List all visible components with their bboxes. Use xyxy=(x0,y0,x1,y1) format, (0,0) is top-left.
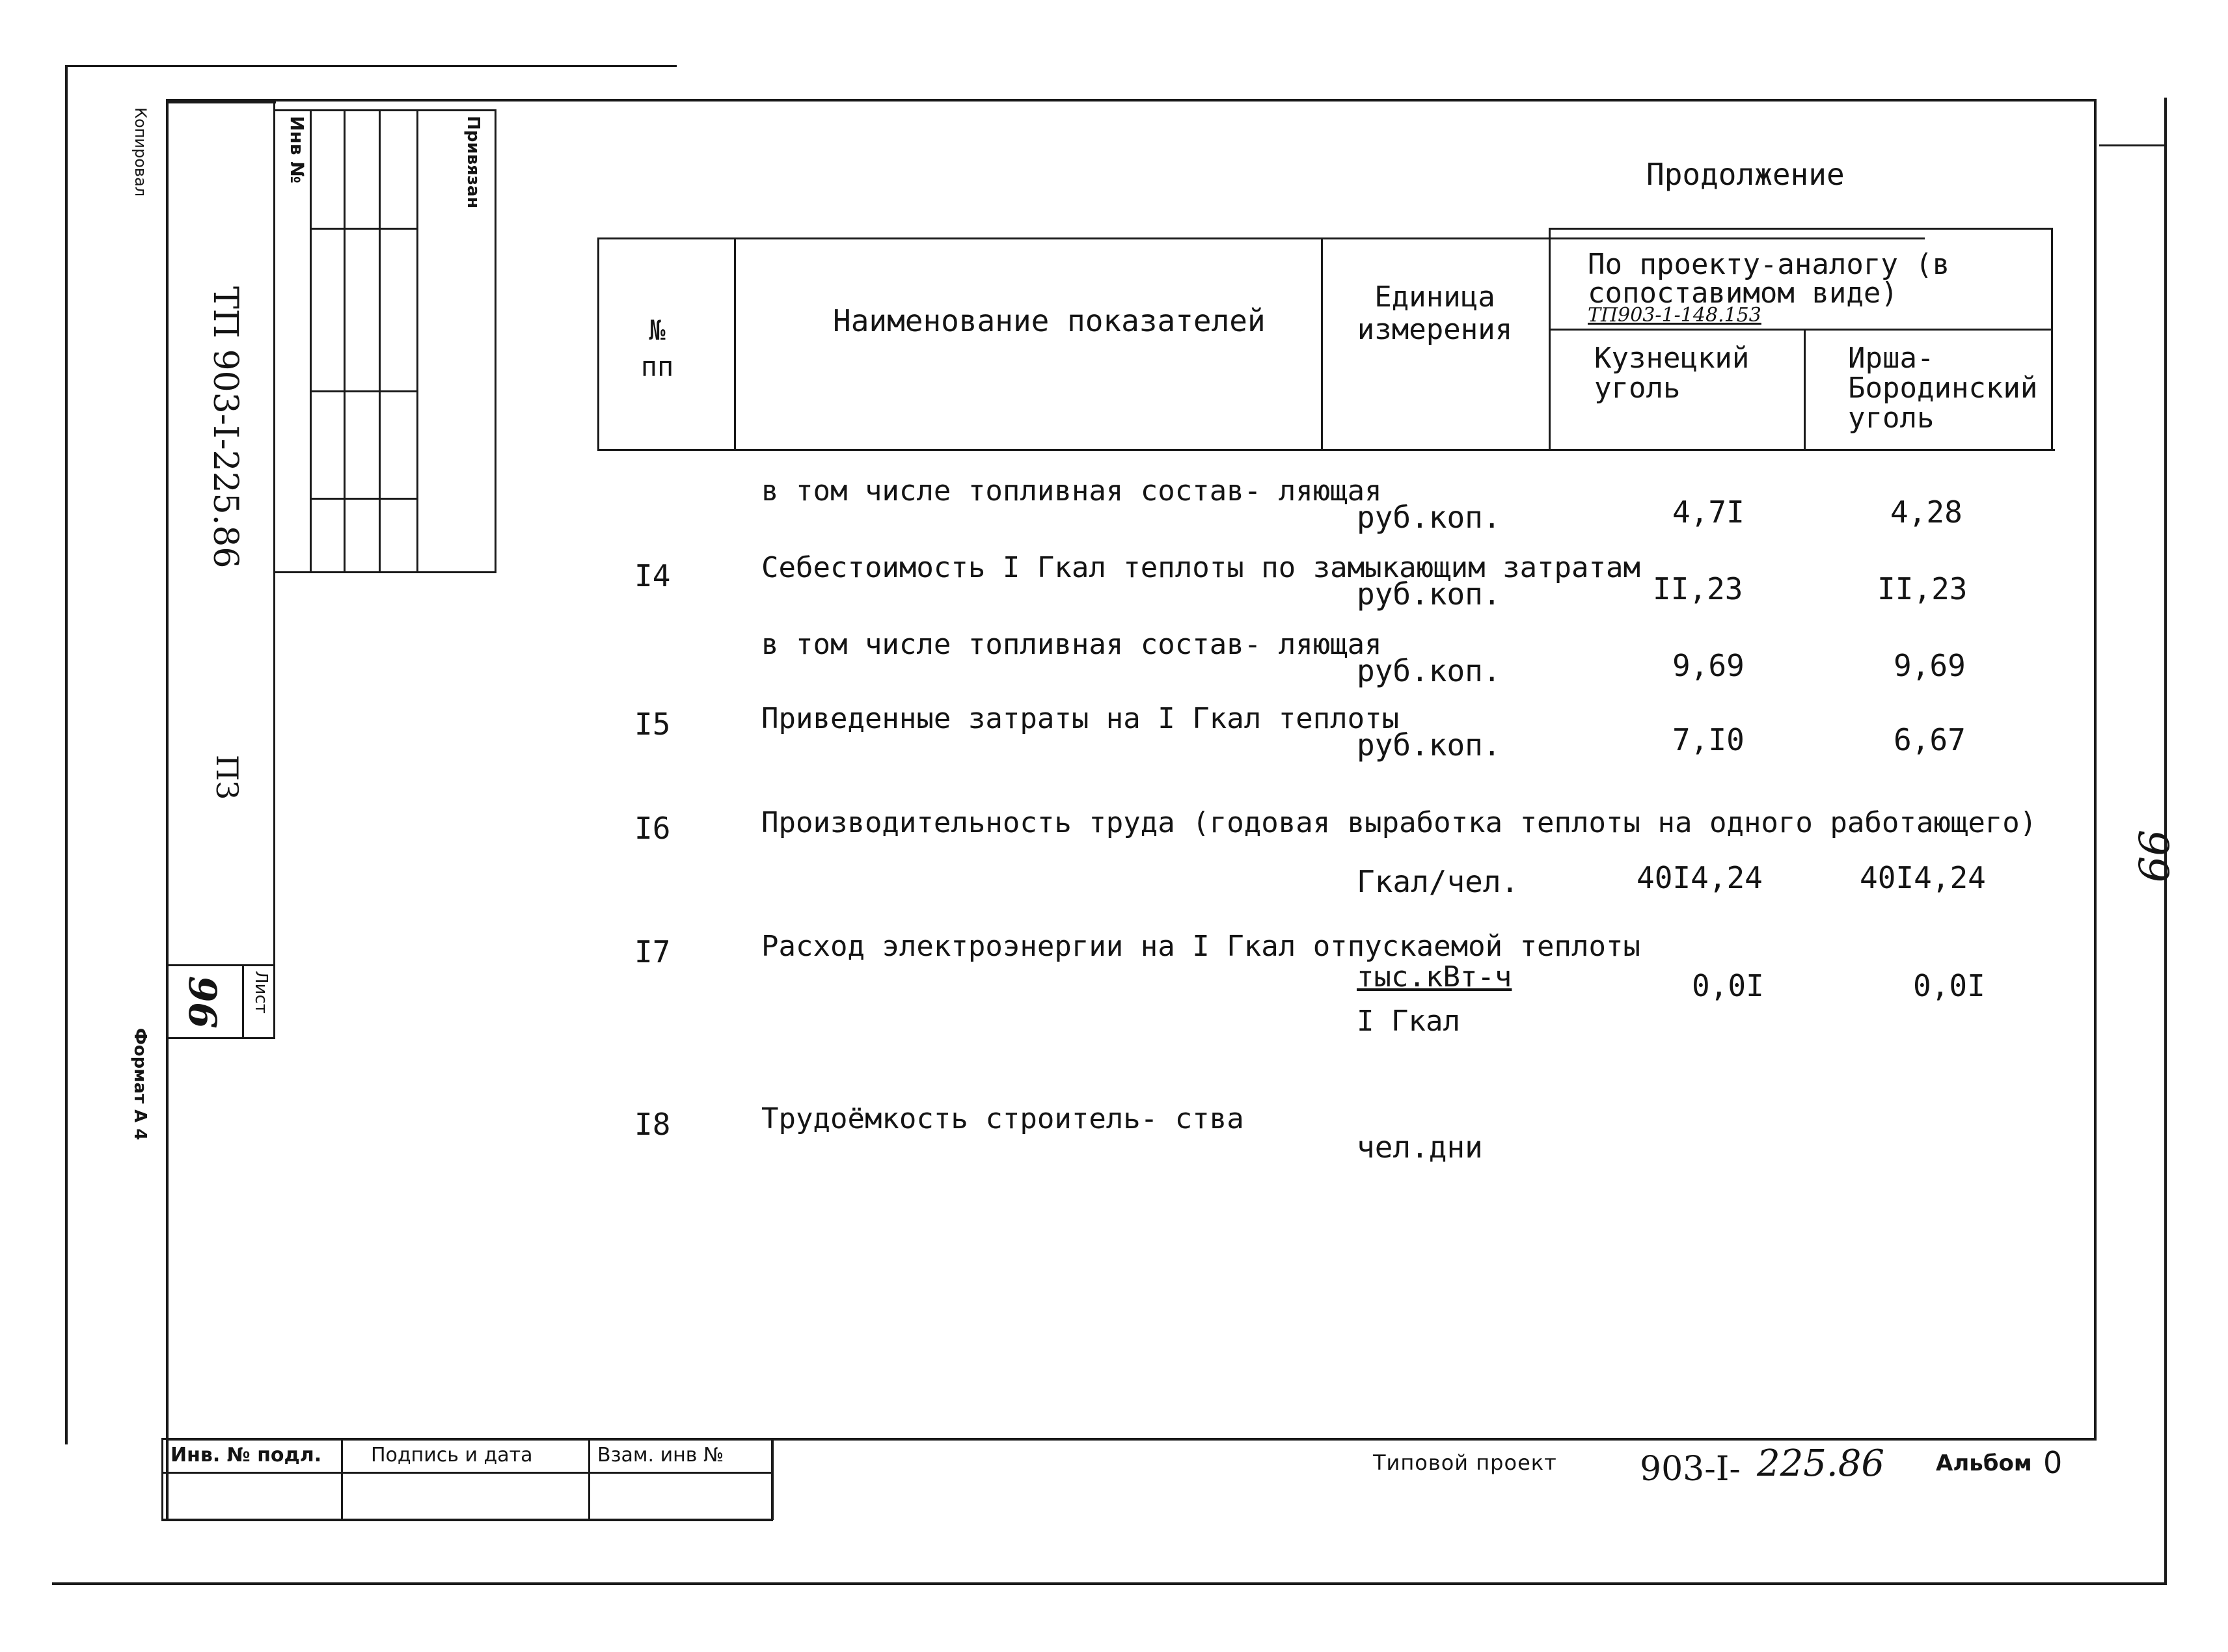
privyazan-label: Привязан xyxy=(463,116,483,209)
section-code: ПЗ xyxy=(210,755,245,800)
page-number: 99 xyxy=(2128,830,2177,883)
sheet-number: 96 xyxy=(180,976,224,1029)
row-unit: руб.коп. xyxy=(1357,727,1501,763)
value-irsha: 40I4,24 xyxy=(1860,860,1986,895)
header-name: Наименование показателей xyxy=(833,303,1266,338)
project-code: ТП 903-I-225.86 xyxy=(206,286,245,569)
project-number-handwritten: 225.86 xyxy=(1757,1442,1884,1485)
value-kuznetsk: 0,0I xyxy=(1692,968,1764,1003)
row-unit: руб.коп. xyxy=(1357,500,1501,535)
value-irsha: 9,69 xyxy=(1894,648,1966,683)
row-num: I4 xyxy=(634,558,671,593)
vzam-inv-label: Взам. инв № xyxy=(597,1444,724,1467)
row-unit-bottom: I Гкал xyxy=(1357,1005,1460,1038)
row-name: в том числе топливная состав- ляющая xyxy=(761,474,1382,508)
album-label: Альбом xyxy=(1936,1450,2032,1476)
row-name: в том числе топливная состав- ляющая xyxy=(761,628,1382,661)
album-value: 0 xyxy=(2043,1445,2063,1480)
row-unit-top: тыс.кВт-ч xyxy=(1357,960,1512,994)
value-irsha: II,23 xyxy=(1877,571,1968,606)
value-irsha: 4,28 xyxy=(1890,494,1963,530)
header-num: № пп xyxy=(640,314,674,383)
value-kuznetsk: II,23 xyxy=(1653,571,1743,606)
row-name: Производительность труда (годовая выработка теплоты на одного работающего) xyxy=(761,806,2037,839)
value-kuznetsk: 4,7I xyxy=(1672,494,1745,530)
row-name: Себестоимость I Гкал теплоты по замыкающим затратам xyxy=(761,551,1641,584)
row-unit: чел.дни xyxy=(1357,1130,1483,1165)
row-name: Расход электроэнергии на I Гкал отпускаемой теплоты xyxy=(761,930,1641,963)
row-name: Трудоёмкость строитель- ства xyxy=(761,1102,1244,1135)
format-label: Формат А 4 xyxy=(130,1028,150,1141)
value-kuznetsk: 9,69 xyxy=(1672,648,1745,683)
continuation-title: Продолжение xyxy=(1646,157,1845,192)
row-num: I6 xyxy=(634,811,671,846)
value-kuznetsk: 40I4,24 xyxy=(1637,860,1763,895)
row-unit: руб.коп. xyxy=(1357,653,1501,688)
value-irsha: 6,67 xyxy=(1894,722,1966,757)
analog-reference: ТП903-1-148.153 xyxy=(1588,304,1761,327)
inv-podl-label: Инв. № подл. xyxy=(170,1444,322,1467)
row-num: I7 xyxy=(634,934,671,969)
header-irsha: Ирша-Бородинский уголь xyxy=(1848,342,2038,435)
inv-label: Инв № xyxy=(286,116,308,183)
header-analog: По проекту-аналогу (в сопоставимом виде) xyxy=(1588,248,1950,310)
podpis-data-label: Подпись и дата xyxy=(371,1444,533,1467)
row-name: Приведенные затраты на I Гкал теплоты xyxy=(761,702,1400,735)
sheet-label: Лист xyxy=(251,971,271,1014)
row-num: I8 xyxy=(634,1107,671,1142)
value-irsha: 0,0I xyxy=(1913,968,1985,1003)
header-unit: Единица измерения xyxy=(1357,280,1513,346)
header-kuznetsk: Кузнецкий уголь xyxy=(1594,342,1750,405)
project-number: 903-I- xyxy=(1640,1450,1741,1489)
kopiroval-label: Копировал xyxy=(131,107,150,197)
value-kuznetsk: 7,I0 xyxy=(1672,722,1745,757)
row-num: I5 xyxy=(634,707,671,742)
typical-project-label: Типовой проект xyxy=(1373,1450,1557,1475)
row-unit: руб.коп. xyxy=(1357,576,1501,612)
row-unit: Гкал/чел. xyxy=(1357,864,1519,899)
